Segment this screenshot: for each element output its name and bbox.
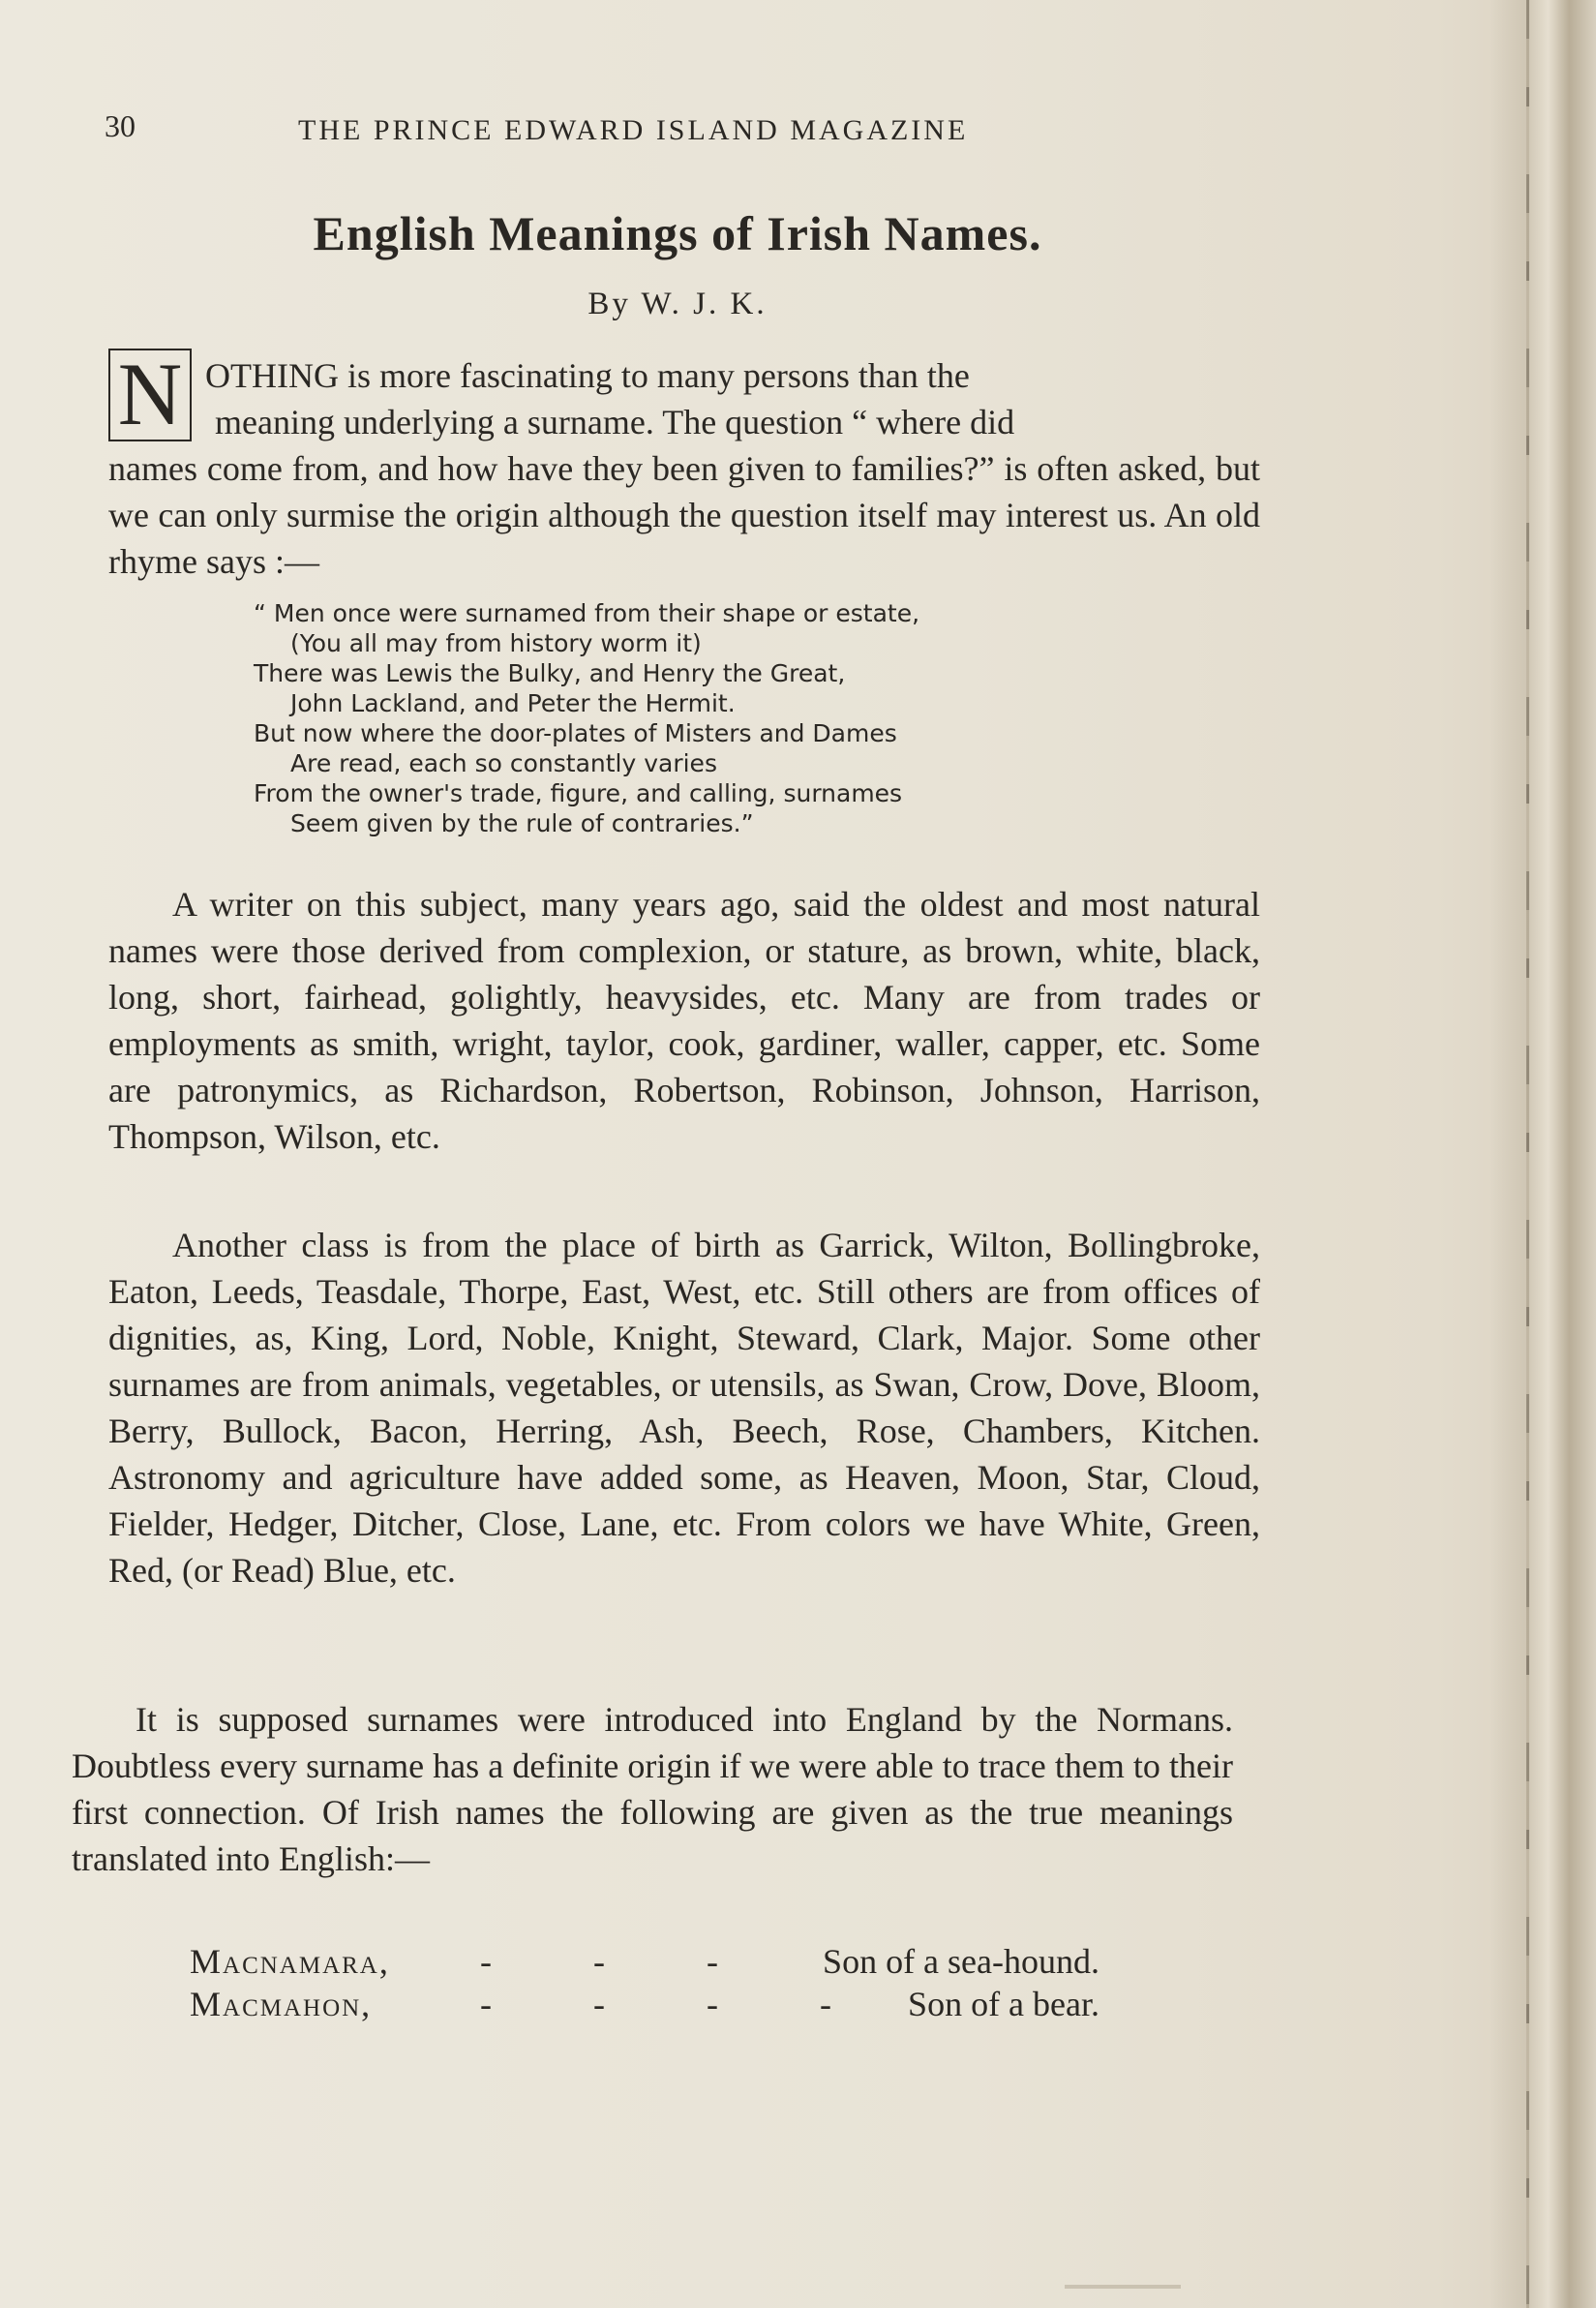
page-mark	[1065, 2285, 1181, 2289]
poem-line: From the owner's trade, figure, and calling, surnames	[254, 779, 903, 807]
rhyme-quote	[254, 598, 1047, 838]
opening-rest: names come from, and how have they been given to families?” is often asked, but we can only surmise the origin although the question itself may interest us. An old rhyme says :—	[108, 449, 1260, 581]
paragraph-text: A writer on this subject, many years ago, said the oldest and most natural names were those derived from complexion, or stature, as brown, white, black, long, short, fairhead, golightly, heavysides, etc. Many are from trades or employments as smith, wright, taylor, cook, gardiner, waller, capper, etc. Some are patronymics, as Richardson, Robertson, Robinson, Johnson, Harrison, Thompson, Wilson, etc.	[108, 885, 1260, 1156]
paragraph-text: It is supposed surnames were introduced into England by the Normans. Doubtless every surname has a definite origin if we were able to trace them to their first connection. Of Irish names the following are given as the true meanings translated into English:—	[72, 1700, 1233, 1878]
poem-line: But now where the door-plates of Misters and Dames	[254, 719, 897, 747]
poem-line: There was Lewis the Bulky, and Henry the Great,	[254, 659, 846, 687]
poem-line: “ Men once were surnamed from their shape or estate,	[254, 599, 920, 627]
leader-dashes: - - - -	[480, 1985, 878, 2023]
paragraph-3	[108, 1222, 1260, 1594]
poem-line: Seem given by the rule of contraries.”	[290, 809, 754, 837]
article-byline: By W. J. K.	[587, 287, 768, 321]
meaning: Son of a sea-hound.	[823, 1942, 1099, 1981]
page-number: 30	[105, 108, 136, 143]
paragraph-2	[108, 881, 1260, 1160]
magazine-title: THE PRINCE EDWARD ISLAND MAGAZINE	[298, 114, 969, 146]
article-title: English Meanings of Irish Names.	[313, 206, 1042, 260]
worn-page-edge	[1490, 0, 1596, 2308]
leader-dashes: - - -	[480, 1942, 765, 1981]
poem-line: Are read, each so constantly varies	[290, 749, 717, 777]
opening-line-1: OTHING is more fascinating to many persons than the	[205, 356, 970, 395]
surname: Macmahon,	[190, 1985, 373, 2023]
surname: Macnamara,	[190, 1942, 390, 1981]
paragraph-text: Another class is from the place of birth as Garrick, Wilton, Bollingbroke, Eaton, Leeds, Teasdale, Thorpe, East, West, etc. Still others are from offices of dignities, as, King, Lord, Noble, Knight, Steward, Clark, Major. Some other surnames are from animals, vegetables, or utensils, as Swan, Crow, Dove, Bloom, Berry, Bullock, Bacon, Herring, Ash, Beech, Rose, Chambers, Kitchen. Astronomy and agriculture have added some, as Heaven, Moon, Star, Cloud, Fielder, Hedger, Ditcher, Close, Lane, etc. From colors we have White, Green, Red, (or Read) Blue, etc.	[108, 1226, 1260, 1590]
opening-line-2: meaning underlying a surname. The question “ where did	[215, 403, 1015, 441]
drop-cap: N	[108, 349, 192, 441]
poem-line: John Lackland, and Peter the Hermit.	[290, 689, 736, 717]
opening-paragraph	[108, 352, 1260, 585]
list-item	[190, 1940, 1158, 1983]
meaning: Son of a bear.	[908, 1985, 1099, 2023]
paragraph-4	[72, 1696, 1233, 1882]
list-item	[190, 1983, 1158, 2025]
poem-line: (You all may from history worm it)	[290, 629, 702, 657]
name-meanings-list	[190, 1940, 1158, 2025]
